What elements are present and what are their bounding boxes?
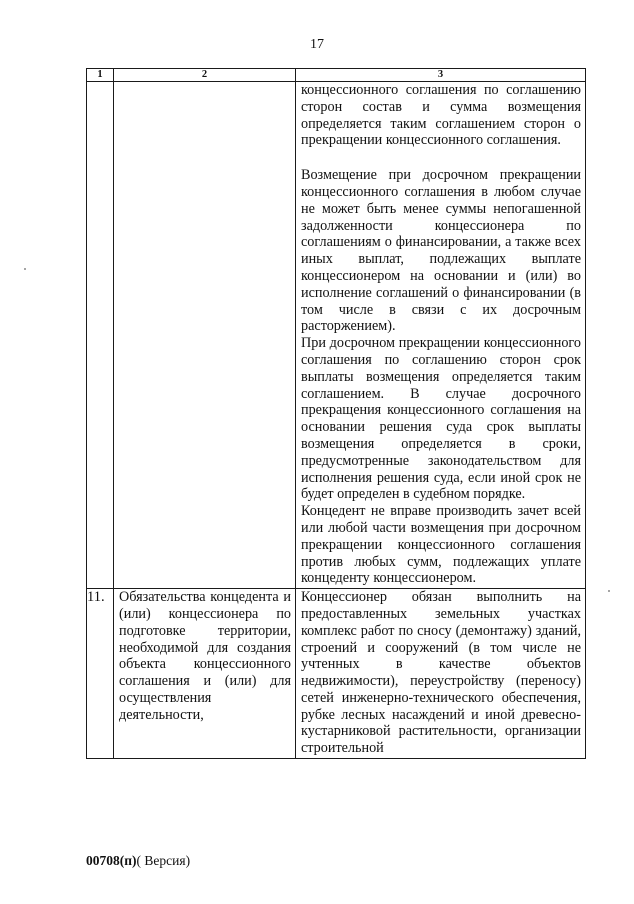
page-number: 17 <box>310 37 324 52</box>
document-code: 00708(п) <box>86 853 137 868</box>
table-row-continuation <box>87 82 586 589</box>
column-header-2: 2 <box>114 69 296 82</box>
table-header-row <box>87 69 586 82</box>
cell-content <box>296 82 586 589</box>
row-title-text: Обязательства концедента и (или) концессионера по подготовке территории, необходимой для создания объекта концессионного соглашения и (или) для осуществления деятельности, <box>119 589 291 723</box>
cell-content <box>296 589 586 759</box>
paragraph: концессионного соглашения по соглашению сторон состав и сумма возмещения определяется таким соглашением сторон о прекращении концессионного соглашения. <box>301 82 581 149</box>
table-row-11 <box>87 589 586 759</box>
scan-speck <box>24 268 26 270</box>
paragraph: Возмещение при досрочном прекращении концессионного соглашения в любом случае не может быть менее суммы непогашенной задолженности концессионера по соглашениям о финансировании, а также всех иных выплат, подлежащих выплате концессионером на основании и (или) во исполнение соглашений о финансировании (в том числе в связи с их досрочным расторжением). <box>301 167 581 335</box>
row-number: 11. <box>87 589 114 759</box>
cell-number-empty <box>87 82 114 589</box>
row-content-text: Концессионер обязан выполнить на предоставленных земельных участках комплекс работ по сносу (демонтажу) зданий, строений и сооружений (в том числе не учтенных в качестве объектов недвижимости), переустройству (переносу) сетей инженерно-технического обеспечения, рубке лесных насаждений и иной древесно-кустарниковой растительности, организации строительной <box>301 589 581 757</box>
document-version: ( Версия) <box>136 853 191 868</box>
document-table <box>86 68 586 759</box>
cell-title-empty <box>114 82 296 589</box>
paragraph: При досрочном прекращении концессионного соглашения по соглашению сторон срок выплаты возмещения определяется таким соглашением. В случае досрочного прекращения концессионного соглашения на основании решения суда срок выплаты возмещения определяется в сроки, предусмотренные законодательством для исполнения решения суда, если иной срок не будет определен в судебном порядке. <box>301 335 581 503</box>
footer <box>86 853 190 869</box>
scan-speck <box>608 590 610 592</box>
column-header-1: 1 <box>87 69 114 82</box>
paragraph: Концедент не вправе производить зачет всей или любой части возмещения при досрочном прекращении концессионного соглашения против любых сумм, подлежащих уплате концеденту концессионером. <box>301 503 581 587</box>
column-header-3: 3 <box>296 69 586 82</box>
cell-title <box>114 589 296 759</box>
